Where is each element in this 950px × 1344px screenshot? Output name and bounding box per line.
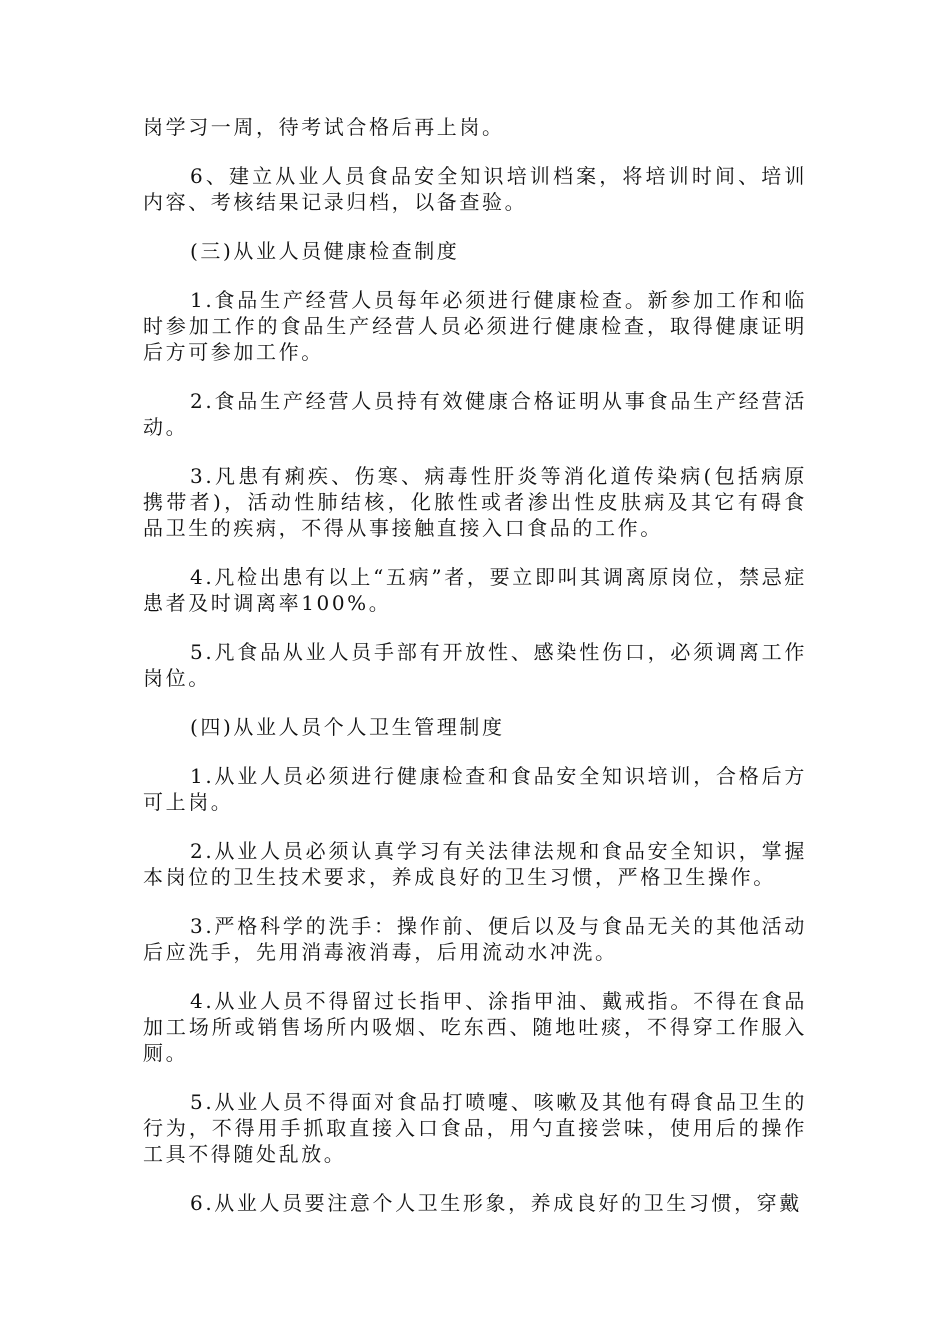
paragraph-health-5: 5.凡食品从业人员手部有开放性、感染性伤口，必须调离工作岗位。	[143, 640, 807, 690]
paragraph-health-3: 3.凡患有痢疾、伤寒、病毒性肝炎等消化道传染病(包括病原携带者)，活动性肺结核，化脓性或者渗出性皮肤病及其它有碍食品卫生的疾病，不得从事接触直接入口食品的工作。	[143, 464, 807, 540]
section-heading-health-check: (三)从业人员健康检查制度	[190, 239, 460, 263]
paragraph-hygiene-1: 1.从业人员必须进行健康检查和食品安全知识培训，合格后方可上岗。	[143, 764, 807, 814]
paragraph-hygiene-5: 5.从业人员不得面对食品打喷嚏、咳嗽及其他有碍食品卫生的行为，不得用手抓取直接入口食品，用勺直接尝味，使用后的操作工具不得随处乱放。	[143, 1090, 807, 1166]
paragraph-hygiene-2: 2.从业人员必须认真学习有关法律法规和食品安全知识，掌握本岗位的卫生技术要求，养成良好的卫生习惯，严格卫生操作。	[143, 839, 807, 889]
section-heading-hygiene: (四)从业人员个人卫生管理制度	[190, 715, 505, 739]
paragraph-hygiene-6: 6.从业人员要注意个人卫生形象，养成良好的卫生习惯，穿戴	[190, 1191, 802, 1215]
paragraph-health-4: 4.凡检出患有以上“五病”者，要立即叫其调离原岗位，禁忌症患者及时调离率100%。	[143, 565, 807, 615]
paragraph-training-archive: 6、建立从业人员食品安全知识培训档案，将培训时间、培训内容、考核结果记录归档，以备查验。	[143, 164, 807, 214]
paragraph-hygiene-4: 4.从业人员不得留过长指甲、涂指甲油、戴戒指。不得在食品加工场所或销售场所内吸烟、吃东西、随地吐痰，不得穿工作服入厕。	[143, 989, 807, 1065]
paragraph-hygiene-3: 3.严格科学的洗手：操作前、便后以及与食品无关的其他活动后应洗手，先用消毒液消毒，后用流动水冲洗。	[143, 914, 807, 964]
paragraph-health-2: 2.食品生产经营人员持有效健康合格证明从事食品生产经营活动。	[143, 389, 807, 439]
paragraph-health-1: 1.食品生产经营人员每年必须进行健康检查。新参加工作和临时参加工作的食品生产经营人员必须进行健康检查，取得健康证明后方可参加工作。	[143, 288, 807, 364]
paragraph-continuation: 岗学习一周，待考试合格后再上岗。	[143, 115, 505, 139]
